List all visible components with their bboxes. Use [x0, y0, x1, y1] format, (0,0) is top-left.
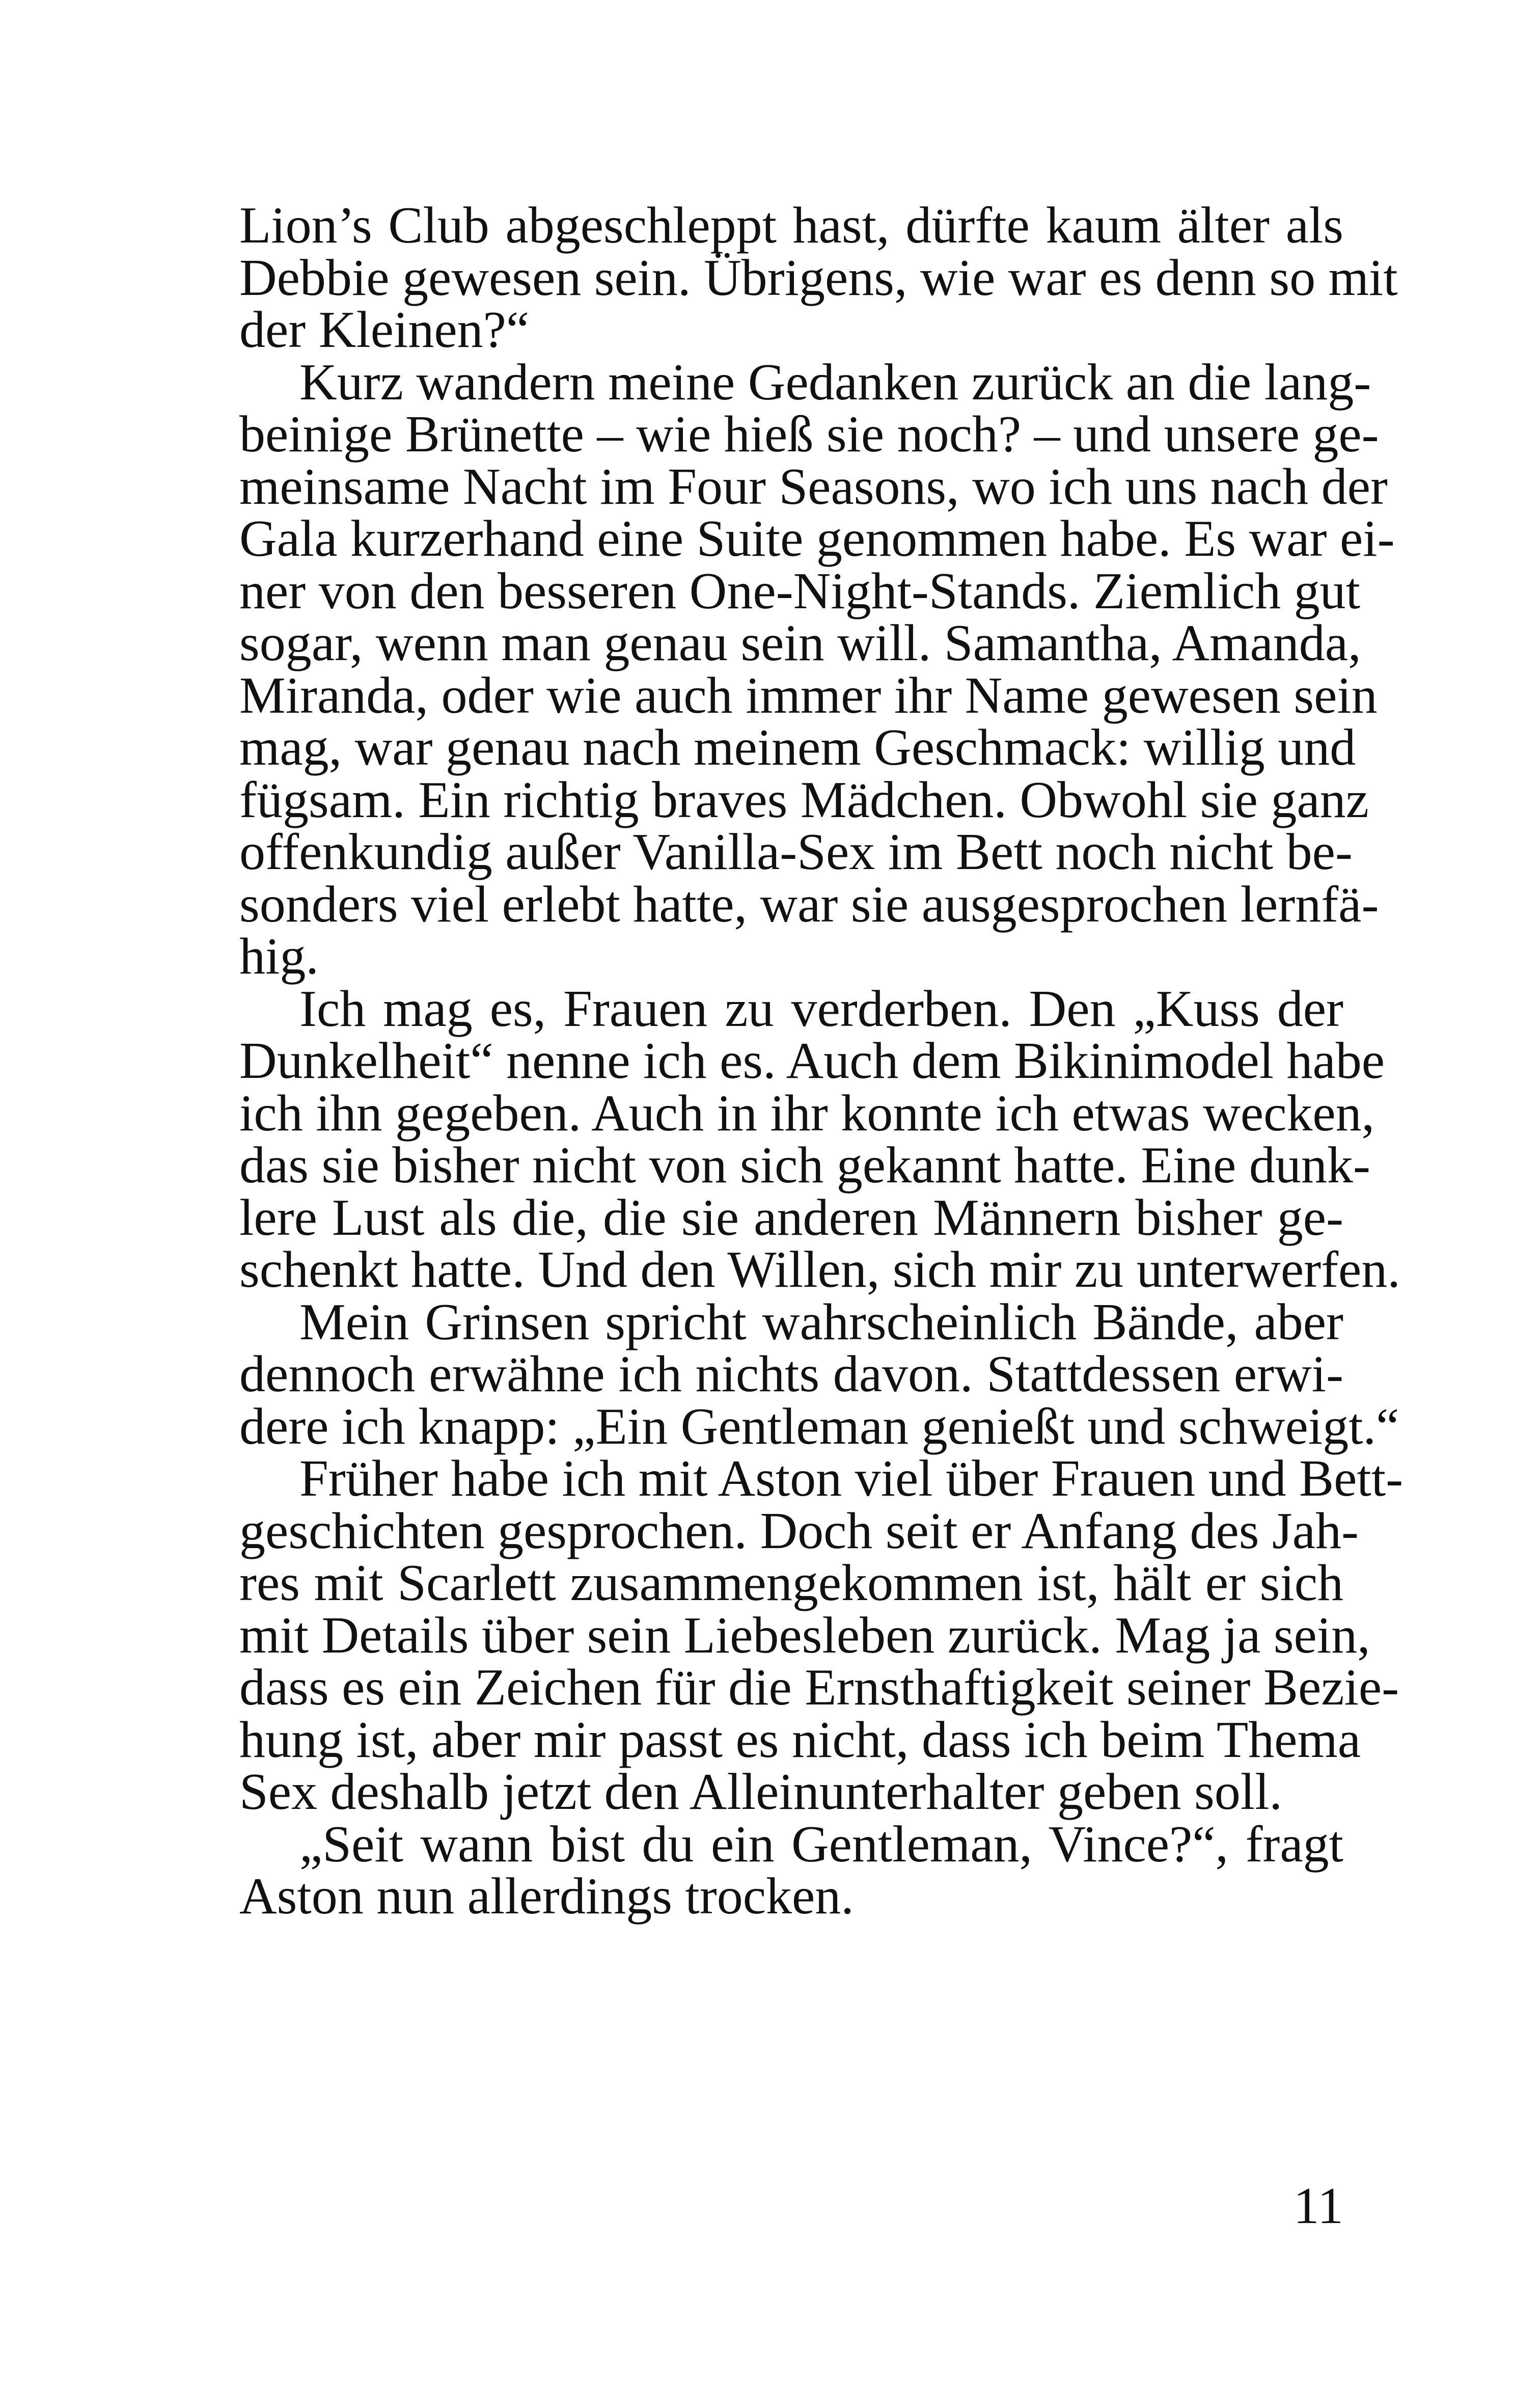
text-line: hung ist, aber mir passt es nicht, dass ich beim Thema [239, 1711, 1361, 1769]
text-line: ich ihn gegeben. Auch in ihr konnte ich etwas wecken, [239, 1084, 1375, 1142]
text-line: geschichten gesprochen. Doch seit er Anfang des Jah- [239, 1502, 1359, 1560]
text-line: Früher habe ich mit Aston viel über Frauen und Bett- [299, 1450, 1404, 1507]
text-line: Ich mag es, Frauen zu verderben. Den „Kuss der [299, 980, 1343, 1038]
text-line: beinige Brünette – wie hieß sie noch? – und unsere ge- [239, 405, 1379, 463]
text-line: Aston nun allerdings trocken. [239, 1867, 854, 1925]
text-line: sogar, wenn man genau sein will. Samantha, Amanda, [239, 614, 1361, 672]
text-line: sonders viel erlebt hatte, war sie ausgesprochen lernfä- [239, 875, 1379, 933]
body-text [239, 197, 1404, 1925]
page-number: 11 [1293, 2177, 1343, 2235]
text-line: fügsam. Ein richtig braves Mädchen. Obwohl sie ganz [239, 771, 1369, 829]
text-line: lere Lust als die, die sie anderen Männern bisher ge- [239, 1188, 1343, 1247]
text-line: hig. [239, 928, 319, 985]
text-line: mit Details über sein Liebesleben zurück. Mag ja sein, [239, 1606, 1370, 1664]
text-line: meinsame Nacht im Four Seasons, wo ich uns nach der [239, 457, 1388, 516]
text-line: offenkundig außer Vanilla-Sex im Bett noch nicht be- [239, 823, 1353, 881]
text-line: mag, war genau nach meinem Geschmack: willig und [239, 719, 1356, 776]
text-line: schenkt hatte. Und den Willen, sich mir zu unterwerfen. [239, 1241, 1400, 1298]
text-line: „Seit wann bist du ein Gentleman, Vince?“, fragt [299, 1815, 1343, 1873]
text-line: das sie bisher nicht von sich gekannt hatte. Eine dunk- [239, 1136, 1370, 1194]
text-line: Mein Grinsen spricht wahrscheinlich Bände, aber [299, 1293, 1343, 1351]
text-line: Sex deshalb jetzt den Alleinunterhalter geben soll. [239, 1763, 1282, 1821]
text-line: der Kleinen?“ [239, 301, 530, 359]
text-line: res mit Scarlett zusammengekommen ist, hält er sich [239, 1554, 1343, 1612]
text-line: Lion’s Club abgeschleppt hast, dürfte kaum älter als [239, 197, 1343, 254]
text-line: Gala kurzerhand eine Suite genommen habe. Es war ei- [239, 510, 1395, 567]
text-line: dennoch erwähne ich nichts davon. Stattdessen erwi- [239, 1345, 1343, 1403]
text-line: ner von den besseren One-Night-Stands. Ziemlich gut [239, 562, 1360, 620]
text-line: Kurz wandern meine Gedanken zurück an die lang- [299, 353, 1371, 411]
text-line: Dunkelheit“ nenne ich es. Auch dem Bikinimodel habe [239, 1032, 1385, 1090]
text-line: Miranda, oder wie auch immer ihr Name gewesen sein [239, 666, 1378, 724]
text-line: Debbie gewesen sein. Übrigens, wie war es denn so mit [239, 249, 1398, 307]
text-line: dass es ein Zeichen für die Ernsthaftigkeit seiner Bezie- [239, 1659, 1399, 1716]
text-line: dere ich knapp: „Ein Gentleman genießt und schweigt.“ [239, 1397, 1399, 1455]
